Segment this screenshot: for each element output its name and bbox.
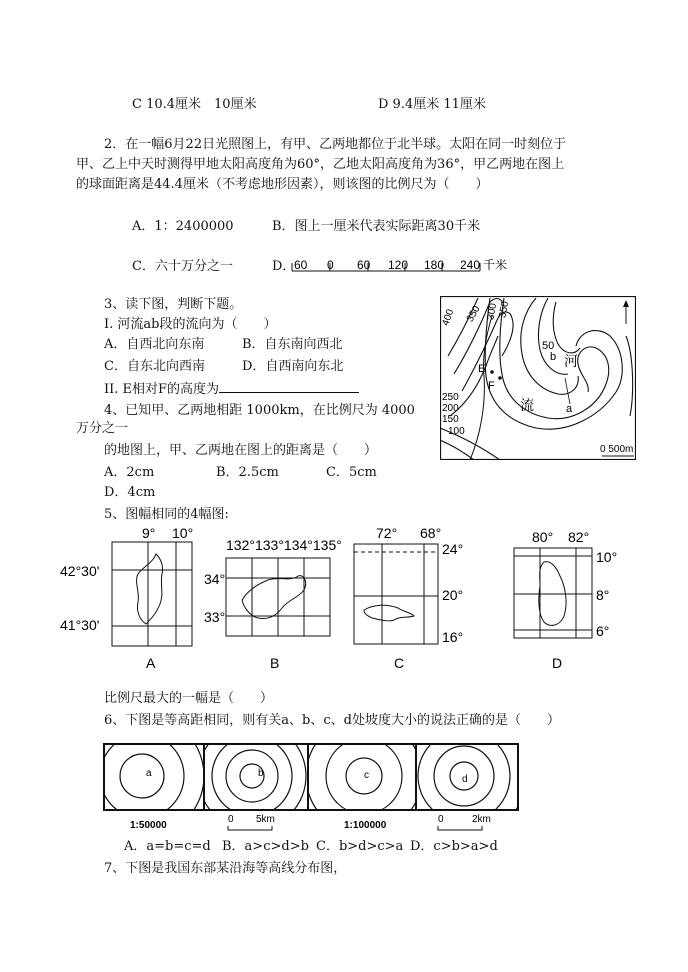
map-b-figure bbox=[198, 536, 348, 674]
q5-question: 比例尺最大的一幅是（ ） bbox=[104, 691, 274, 706]
lon-label: 9° bbox=[142, 525, 156, 541]
q4-option-a: A．2cm bbox=[104, 465, 155, 480]
q3-sub2: II. E相对F的高度为 bbox=[104, 380, 359, 399]
contour-label: 200 bbox=[442, 403, 459, 414]
map-d-figure bbox=[510, 528, 620, 674]
q2-option-a: A．1：2400000 bbox=[132, 219, 234, 234]
panel-label-d: d bbox=[462, 774, 468, 785]
scale-label: 0 bbox=[327, 258, 334, 272]
contour-label: 150 bbox=[442, 414, 459, 425]
q4-stem-line2: 万分之一 bbox=[76, 421, 129, 436]
q4-option-d: D．4cm bbox=[104, 485, 156, 500]
q6-option-b: B．a>c>d>b bbox=[222, 839, 309, 854]
scale-label: 60 bbox=[294, 258, 308, 272]
point-label-b: b bbox=[550, 351, 557, 363]
q3-sub1: I. 河流ab段的流向为（ ） bbox=[104, 317, 277, 332]
point-label-a: a bbox=[566, 403, 573, 415]
q2-option-d-prefix: D． bbox=[272, 259, 296, 274]
contour-map-figure bbox=[440, 296, 636, 460]
scale-4-right: 2km bbox=[472, 814, 491, 825]
lat-label: 34° bbox=[204, 571, 226, 587]
lat-label: 42°30' bbox=[60, 563, 100, 579]
q4-option-b: B．2.5cm bbox=[216, 465, 279, 480]
q1-option-c: C 10.4厘米 10厘米 bbox=[132, 97, 257, 112]
lon-label: 132°133°134°135° bbox=[226, 537, 342, 553]
q6-option-d: D．c>b>a>d bbox=[410, 839, 498, 854]
scale-2-right: 5km bbox=[256, 814, 275, 825]
contour-label: 350 bbox=[464, 304, 483, 324]
scale-label: 180 bbox=[424, 258, 445, 272]
point-label-e: E bbox=[478, 363, 486, 375]
contour-label: 250 bbox=[442, 392, 459, 403]
contour-label: 100 bbox=[448, 426, 465, 437]
lat-label: 20° bbox=[442, 587, 464, 603]
q4-option-c: C．5cm bbox=[326, 465, 377, 480]
lat-label: 10° bbox=[596, 549, 618, 565]
q4-stem-line1: 4、已知甲、乙两地相距 1000km，在比例尺为 4000 bbox=[104, 403, 415, 418]
scale-2-left: 0 bbox=[228, 814, 234, 825]
panel-label-b: b bbox=[258, 768, 264, 779]
q7-stem: 7、下图是我国东部某沿海等高线分布图， bbox=[104, 861, 347, 876]
line-scale-bar bbox=[290, 255, 510, 279]
contour-label: 300 bbox=[485, 302, 500, 321]
q2-option-c: C．六十万分之一 bbox=[132, 259, 233, 274]
lat-label: 16° bbox=[442, 629, 464, 645]
panel-label-a: a bbox=[146, 768, 152, 779]
q2-stem-line2: 甲、乙上中天时测得甲地太阳高度角为60°，乙地太阳高度角为36°，甲乙两地在图上 bbox=[76, 157, 565, 172]
lon-label: 68° bbox=[420, 525, 442, 541]
map-a-figure bbox=[60, 524, 196, 674]
slope-comparison-figure bbox=[102, 742, 522, 834]
q2-option-b: B．图上一厘米代表实际距离30千米 bbox=[272, 219, 481, 234]
q3-option-d: D．自西南向东北 bbox=[242, 359, 344, 374]
river-char: 河 bbox=[564, 353, 578, 369]
q3-option-a: A．自西北向东南 bbox=[104, 337, 205, 352]
point-label-f: F bbox=[488, 380, 495, 392]
q2-stem-line1: 2．在一幅6月22日光照图上，有甲、乙两地都位于北半球。太阳在同一时刻位于 bbox=[104, 137, 567, 152]
q3-stem: 3、读下图，判断下题。 bbox=[104, 297, 243, 312]
lon-label: 10° bbox=[172, 525, 194, 541]
q3-option-b: B．自东南向西北 bbox=[242, 337, 343, 352]
contour-label: 400 bbox=[440, 307, 457, 328]
lat-label: 6° bbox=[596, 623, 610, 639]
lon-label: 72° bbox=[376, 525, 398, 541]
river-char: 流 bbox=[520, 397, 534, 413]
q6-stem: 6、下图是等高距相同，则有关a、b、c、d处坡度大小的说法正确的是（ ） bbox=[104, 713, 560, 728]
map-caption: D bbox=[552, 655, 563, 671]
contour-label: 350 bbox=[497, 300, 512, 319]
lat-label: 24° bbox=[442, 541, 464, 557]
contour-label: 50 bbox=[542, 340, 555, 352]
lat-label: 33° bbox=[204, 609, 226, 625]
q3-option-c: C．自东北向西南 bbox=[104, 359, 205, 374]
scale-unit: 千米 bbox=[483, 258, 508, 272]
q5-stem: 5、图幅相同的4幅图: bbox=[104, 507, 229, 522]
scale-3: 1:100000 bbox=[344, 820, 387, 831]
scale-4-left: 0 bbox=[438, 814, 444, 825]
lat-label: 8° bbox=[596, 587, 610, 603]
map-c-figure bbox=[350, 524, 468, 674]
q1-option-d: D 9.4厘米 11厘米 bbox=[378, 97, 486, 112]
q6-option-c: C．b>d>c>a bbox=[316, 839, 404, 854]
lon-label: 80° bbox=[532, 529, 554, 545]
scale-label: 60 bbox=[357, 258, 371, 272]
scale-label: 240 bbox=[460, 258, 481, 272]
map-caption: A bbox=[146, 655, 156, 671]
panel-label-c: c bbox=[364, 770, 369, 781]
lon-label: 82° bbox=[568, 529, 590, 545]
q2-stem-line3: 的球面距离是44.4厘米（不考虑地形因素），则该图的比例尺为（ ） bbox=[76, 177, 489, 192]
map-caption: C bbox=[394, 655, 405, 671]
answer-blank[interactable] bbox=[219, 380, 359, 393]
q4-stem-line3: 的地图上，甲、乙两地在图上的距离是（ ） bbox=[104, 443, 378, 458]
map-caption: B bbox=[270, 655, 280, 671]
scale-1: 1:50000 bbox=[130, 820, 167, 831]
lat-label: 41°30' bbox=[60, 617, 100, 633]
scale-label: 120 bbox=[388, 258, 409, 272]
q6-option-a: A．a=b=c=d bbox=[124, 839, 211, 854]
map-scale-label: 0 500m bbox=[600, 444, 634, 455]
